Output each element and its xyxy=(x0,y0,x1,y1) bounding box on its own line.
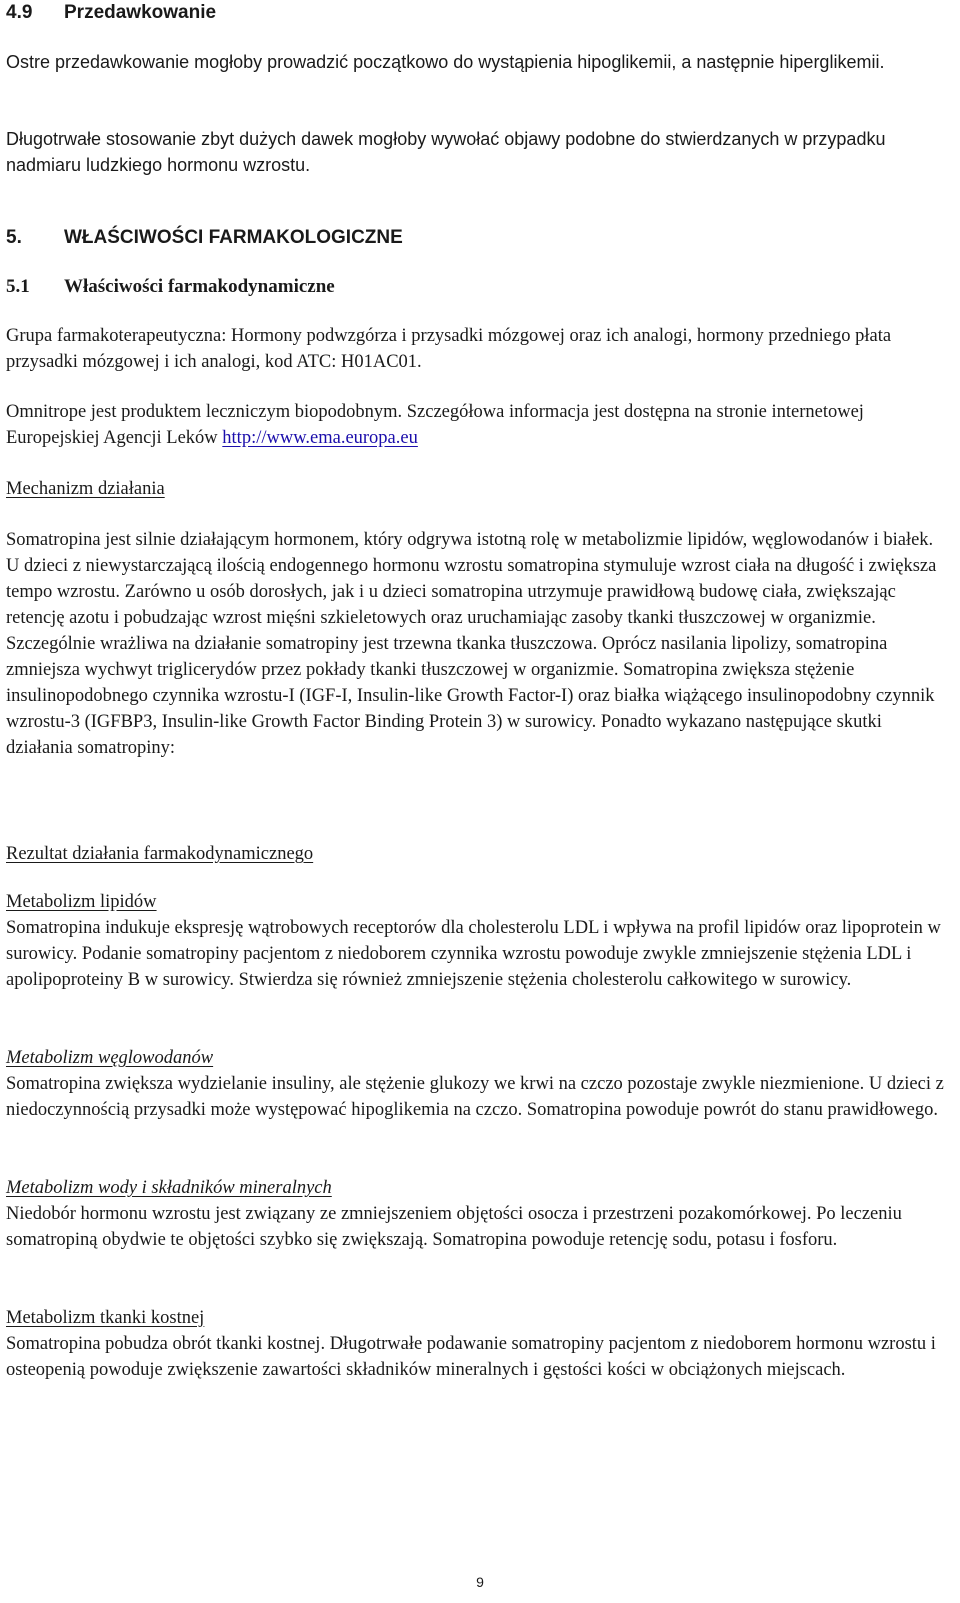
bone-paragraph: Somatropina pobudza obrót tkanki kostnej. Długotrwałe podawanie somatropiny pacjentom z niedoborem hormonu wzrostu i osteopenią powoduje zwiększenie zawartości składników mineralnych i gęstości kości w obciążonych miejscach. xyxy=(6,1334,936,1380)
pd-effect-heading: Rezultat działania farmakodynamicznego xyxy=(6,844,314,864)
section-5-1-heading xyxy=(6,274,946,300)
water-heading: Metabolizm wody i składników mineralnych xyxy=(6,1178,332,1198)
bone-heading: Metabolizm tkanki kostnej xyxy=(6,1308,205,1328)
pharmacotherapeutic-group: Grupa farmakoterapeutyczna: Hormony podwzgórza i przysadki mózgowej oraz ich analogi, hormony przedniego płata przysadki mózgowej i ich analogi, kod ATC: H01AC01. xyxy=(6,326,892,372)
mechanism-heading: Mechanizm działania xyxy=(6,479,165,499)
page-number: 9 xyxy=(476,1574,484,1590)
section-5-heading xyxy=(6,225,946,251)
mechanism-paragraph: Somatropina jest silnie działającym hormonem, który odgrywa istotną rolę w metabolizmie lipidów, węglowodanów i białek. U dzieci z niewystarczającą ilością endogennego hormonu wzrostu somatropina stymuluje wzrost ciała na długość i zwiększa tempo wzrostu. Zarówno u osób dorosłych, jak i u dzieci somatropina utrzymuje prawidłową budowę ciała, zwiększając retencję azotu i pobudzając wzrost mięśni szkieletowych oraz uruchamiając zasoby tkanki tłuszczowej w organizmie. Szczególnie wrażliwa na działanie somatropiny jest trzewna tkanka tłuszczowa. Oprócz nasilania lipolizy, somatropina zmniejsza wychwyt triglicerydów przez pokłady tkanki tłuszczowej w organizmie. Somatropina zwiększa stężenie insulinopodobnego czynnika wzrostu-I (IGF-I, Insulin-like Growth Factor-I) oraz białka wiążącego insulinopodobny czynnik wzrostu-3 (IGFBP3, Insulin-like Growth Factor Binding Protein 3) w surowicy. Ponadto wykazano następujące skutki działania somatropiny: xyxy=(6,530,937,758)
section-5-number: 5. xyxy=(6,227,22,248)
carb-heading: Metabolizm węglowodanów xyxy=(6,1048,214,1068)
section-5-1-number: 5.1 xyxy=(6,276,30,297)
section-5-title: WŁAŚCIWOŚCI FARMAKOLOGICZNE xyxy=(64,227,403,248)
lipid-paragraph: Somatropina indukuje ekspresję wątrobowych receptorów dla cholesterolu LDL i wpływa na profil lipidów oraz lipoprotein w surowicy. Podanie somatropiny pacjentom z niedoborem czynnika wzrostu powoduje zwykle zmniejszenie stężenia LDL i apolipoproteiny B w surowicy. Stwierdza się również zmniejszenie stężenia cholesterolu całkowitego w surowicy. xyxy=(6,918,941,990)
section-4-9-number: 4.9 xyxy=(6,2,33,23)
overdose-paragraph-1: Ostre przedawkowanie mogłoby prowadzić początkowo do wystąpienia hipoglikemii, a następnie hiperglikemii. xyxy=(6,52,885,72)
ema-link[interactable]: http://www.ema.europa.eu xyxy=(222,428,418,448)
section-5-1-title: Właściwości farmakodynamiczne xyxy=(64,276,335,297)
overdose-paragraph-2: Długotrwałe stosowanie zbyt dużych dawek mogłoby wywołać objawy podobne do stwierdzanych w przypadku nadmiaru ludzkiego hormonu wzrostu. xyxy=(6,129,886,175)
section-4-9-heading xyxy=(6,0,946,26)
water-paragraph: Niedobór hormonu wzrostu jest związany ze zmniejszeniem objętości osocza i przestrzeni pozakomórkowej. Po leczeniu somatropiną obydwie te objętości szybko się zwiększają. Somatropina powoduje retencję sodu, potasu i fosforu. xyxy=(6,1204,902,1250)
lipid-heading: Metabolizm lipidów xyxy=(6,892,157,912)
carb-paragraph: Somatropina zwiększa wydzielanie insuliny, ale stężenie glukozy we krwi na czczo pozostaje zwykle niezmienione. U dzieci z niedoczynnością przysadki może występować hipoglikemia na czczo. Somatropina powoduje powrót do stanu prawidłowego. xyxy=(6,1074,944,1120)
section-4-9-title: Przedawkowanie xyxy=(64,2,217,23)
biosimilar-paragraph xyxy=(6,399,946,451)
biosimilar-text: Omnitrope jest produktem leczniczym biopodobnym. Szczegółowa informacja jest dostępna na stronie internetowej Europejskiej Agencji Leków xyxy=(6,402,864,448)
